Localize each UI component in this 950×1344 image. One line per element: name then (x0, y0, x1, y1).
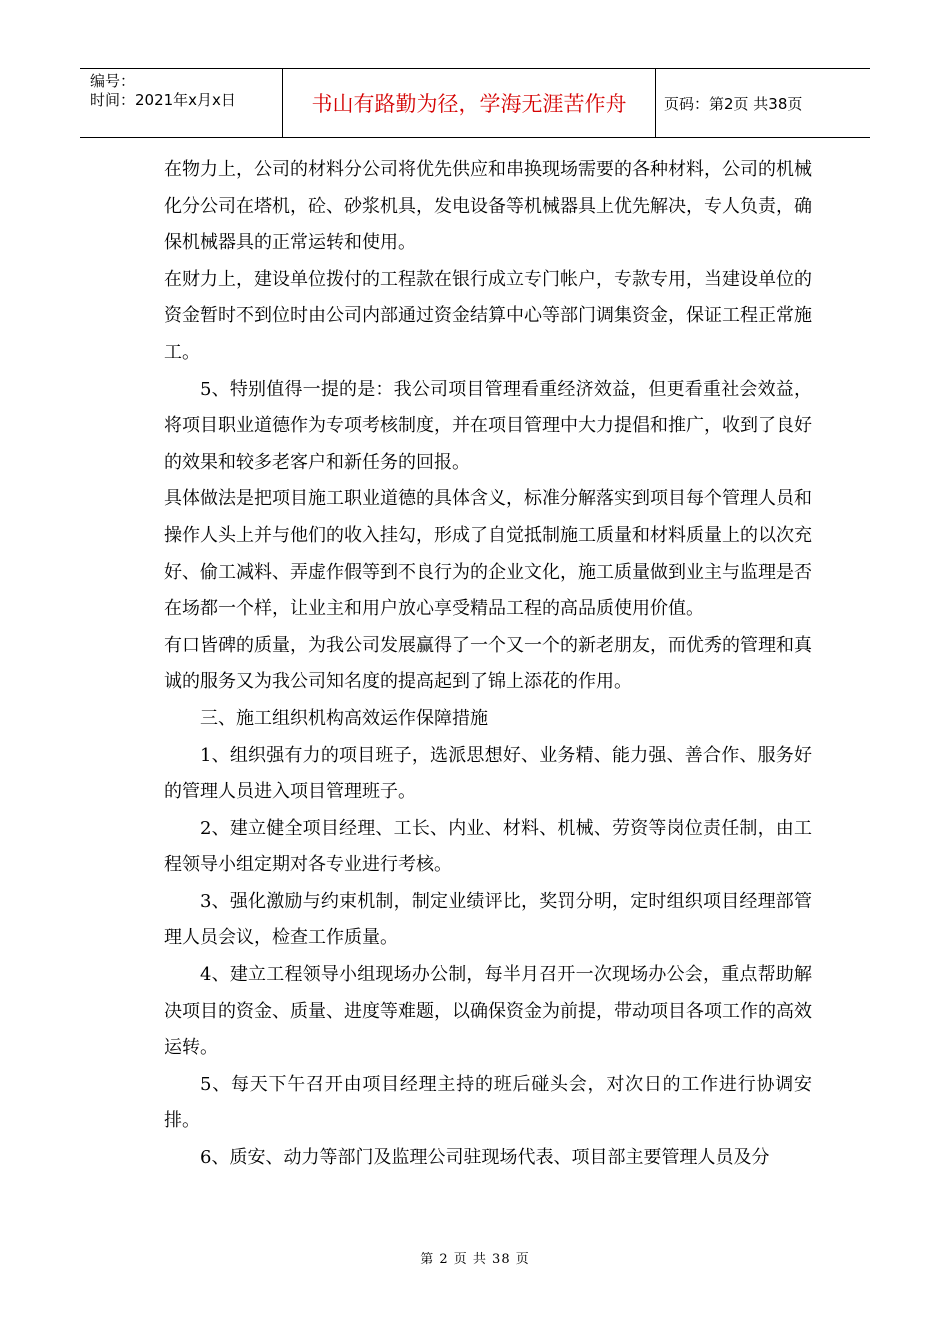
paragraph: 具体做法是把项目施工职业道德的具体含义，标准分解落实到项目每个管理人员和操作人头上并与他们的收入挂勾，形成了自觉抵制施工质量和材料质量上的以次充好、偷工减料、弄虚作假等到不良行为的企业文化，施工质量做到业主与监理是否在场都一个样，让业主和用户放心享受精品工程的高品质使用价值。 (164, 488, 812, 620)
paragraph: 在财力上，建设单位拨付的工程款在银行成立专门帐户，专款专用，当建设单位的资金暂时不到位时由公司内部通过资金结算中心等部门调集资金，保证工程正常施工。 (164, 268, 812, 363)
paragraph: 5、特别值得一提的是：我公司项目管理看重经济效益，但更看重社会效益，将项目职业道德作为专项考核制度，并在项目管理中大力提倡和推广，收到了良好的效果和较多老客户和新任务的回报。 (164, 378, 812, 473)
section-heading: 三、施工组织机构高效运作保障措施 (200, 707, 488, 729)
paragraph: 1、组织强有力的项目班子，选派思想好、业务精、能力强、善合作、服务好的管理人员进入项目管理班子。 (164, 744, 812, 803)
document-number-label: 编号： (90, 72, 136, 90)
paragraph: 6、质安、动力等部门及监理公司驻现场代表、项目部主要管理人员及分 (200, 1147, 770, 1169)
paragraph: 4、建立工程领导小组现场办公制，每半月召开一次现场办公会，重点帮助解决项目的资金、质量、进度等难题，以确保资金为前提，带动项目各项工作的高效运转。 (164, 964, 812, 1059)
paragraph: 在物力上，公司的材料分公司将优先供应和串换现场需要的各种材料，公司的机械化分公司在塔机，砼、砂浆机具，发电设备等机械器具上优先解决，专人负责，确保机械器具的正常运转和使用。 (164, 159, 812, 254)
header-meta-cell (80, 69, 283, 137)
footer-page-number: 第 2 页 共 38 页 (420, 1252, 530, 1267)
header-motto: 书山有路勤为径，学海无涯苦作舟 (311, 92, 627, 116)
paragraph: 5、每天下午召开由项目经理主持的班后碰头会，对次日的工作进行协调安排。 (164, 1073, 812, 1132)
header-page-info: 页码：第2页 共38页 (664, 94, 803, 113)
page-header (80, 68, 870, 138)
paragraph: 3、强化激励与约束机制，制定业绩评比，奖罚分明，定时组织项目经理部管理人员会议，检查工作质量。 (164, 890, 812, 949)
document-date: 时间：2021年x月x日 (90, 91, 236, 109)
paragraph: 有口皆碑的质量，为我公司发展赢得了一个又一个的新老朋友，而优秀的管理和真诚的服务又为我公司知名度的提高起到了锦上添花的作用。 (164, 634, 812, 693)
document-body (164, 152, 812, 1177)
header-motto-cell (283, 69, 656, 137)
header-page-cell (656, 69, 870, 137)
page-footer (0, 1248, 950, 1267)
paragraph: 2、建立健全项目经理、工长、内业、材料、机械、劳资等岗位责任制，由工程领导小组定期对各专业进行考核。 (164, 817, 812, 876)
